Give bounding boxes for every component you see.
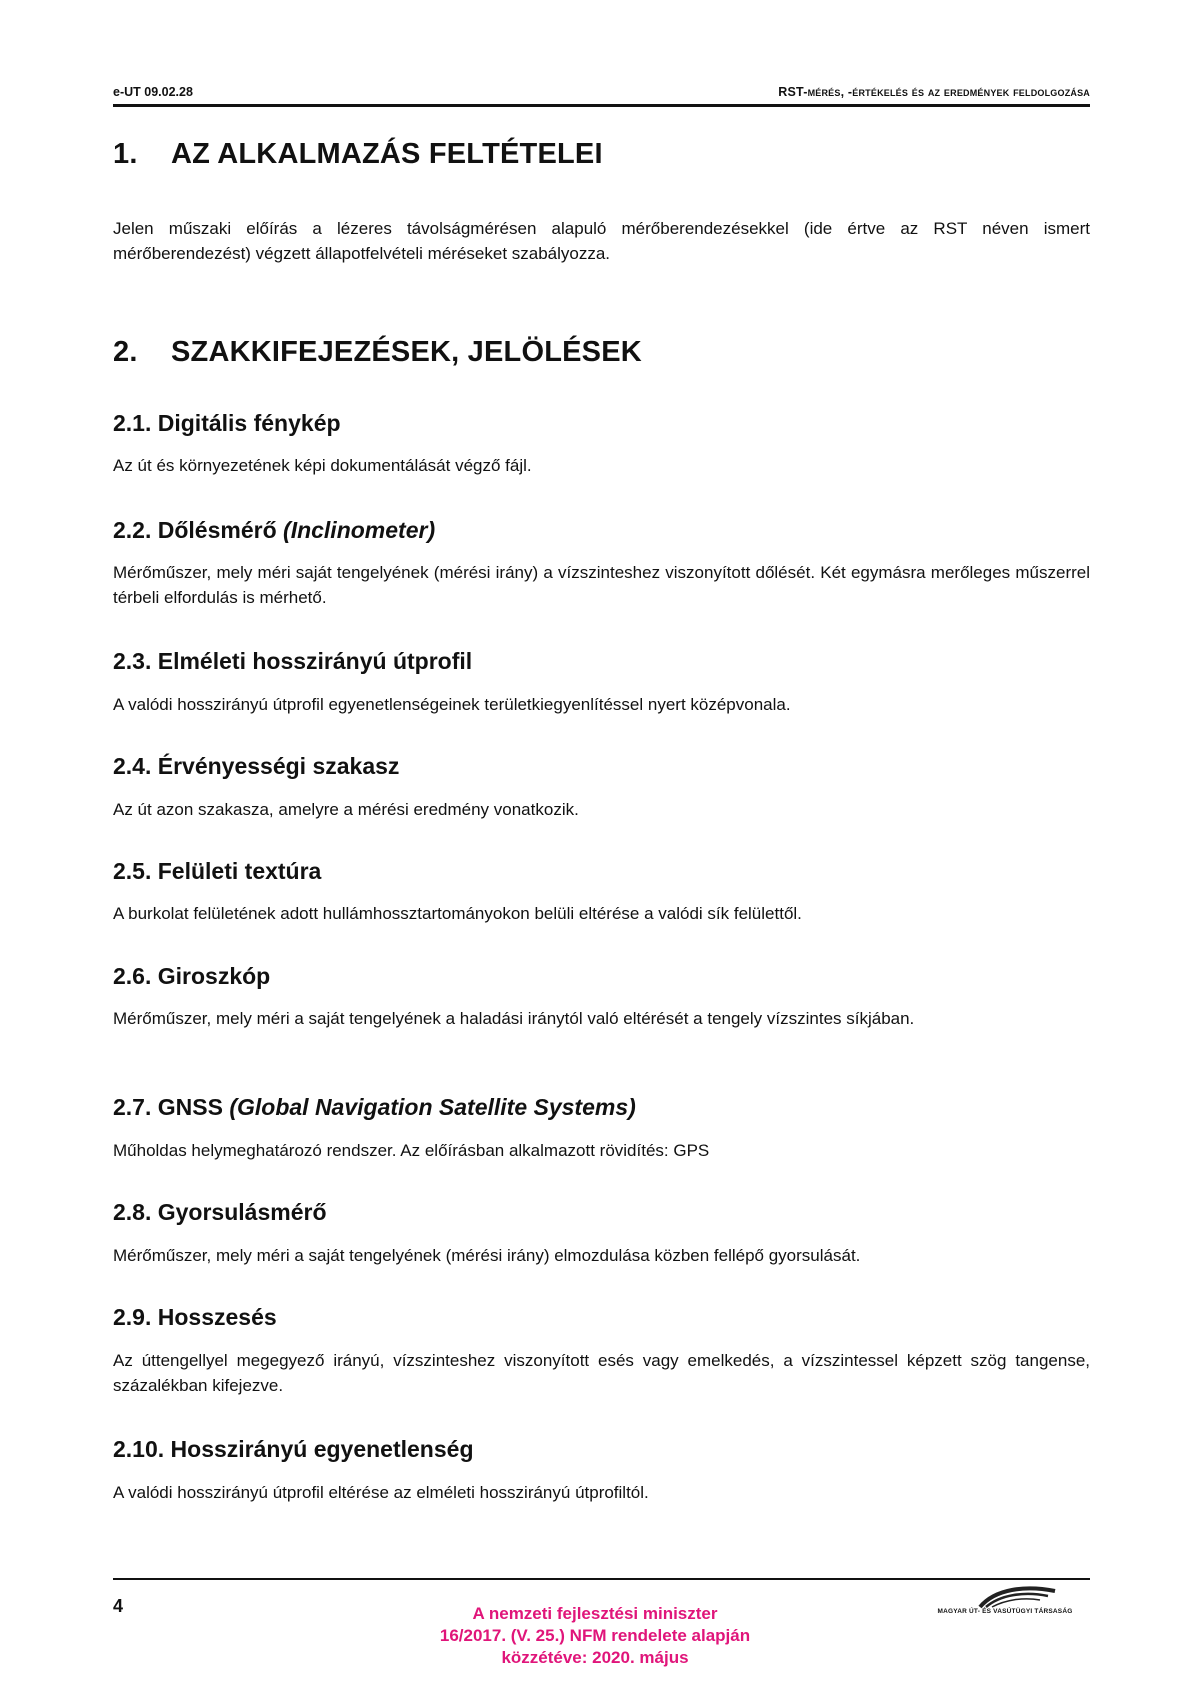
section-1-paragraph: Jelen műszaki előírás a lézeres távolságmérésen alapuló mérőberendezésekkel (ide értve az RST néven ismert mérőberendezést) végzett állapotfelvételi méréseket szabályozza.: [113, 219, 1090, 263]
term-definition: Mérőműszer, mely méri a saját tengelyének (mérési irány) elmozdulása közben fellépő gyorsulását.: [113, 1246, 861, 1265]
term-2-8: [113, 1199, 1090, 1226]
term-definition: Az úttengellyel megegyező irányú, vízszinteshez viszonyított esés vagy emelkedés, a vízszintessel képzett szög tangense, százalékban kifejezve.: [113, 1351, 1090, 1395]
term-heading: 2.3. Elméleti hosszirányú útprofil: [113, 648, 473, 674]
section-1-heading: [113, 138, 1090, 171]
term-2-3: [113, 648, 1090, 675]
road-arc-icon: [920, 1583, 1090, 1609]
section-1: [113, 138, 1090, 171]
term-2-10: [113, 1436, 1090, 1463]
section-2-heading: [113, 336, 1090, 369]
term-2-4: [113, 753, 1090, 780]
section-1-paragraph-block: [113, 216, 1090, 266]
term-heading: 2.6. Giroszkóp: [113, 963, 271, 989]
term-heading: 2.4. Érvényességi szakasz: [113, 753, 400, 779]
term-heading: 2.5. Felületi textúra: [113, 858, 322, 884]
term-2-1-body: [113, 453, 1090, 478]
term-heading: 2.9. Hosszesés: [113, 1304, 277, 1330]
term-2-4-body: [113, 797, 1090, 822]
section-2-title: SZAKKIFEJEZÉSEK, JELÖLÉSEK: [171, 336, 642, 368]
term-heading: [113, 1094, 1090, 1121]
footer-divider: [113, 1578, 1090, 1580]
term-definition: A valódi hosszirányú útprofil eltérése az elméleti hosszirányú útprofiltól.: [113, 1483, 649, 1502]
section-2-number: 2.: [113, 336, 138, 368]
term-definition: Mérőműszer, mely méri saját tengelyének (mérési irány) a vízszinteshez viszonyított dőlését. Két egymásra merőleges műszerrel térbeli elfordulás is mérhető.: [113, 563, 1090, 607]
term-2-3-body: [113, 692, 1090, 717]
term-2-8-body: [113, 1243, 1090, 1268]
publication-notice-line: A nemzeti fejlesztési miniszter: [472, 1604, 718, 1623]
logo-text: MAGYAR ÚT- ÉS VASÚTÜGYI TÁRSASÁG: [937, 1608, 1073, 1615]
publication-notice-line: 16/2017. (V. 25.) NFM rendelete alapján: [439, 1626, 751, 1645]
term-heading: 2.8. Gyorsulásmérő: [113, 1199, 327, 1225]
term-2-10-body: [113, 1480, 1090, 1505]
term-heading-main: 2.7. GNSS: [113, 1094, 230, 1120]
term-2-5: [113, 858, 1090, 885]
term-definition: Az út azon szakasza, amelyre a mérési eredmény vonatkozik.: [113, 800, 579, 819]
publication-notice: [360, 1603, 830, 1669]
term-2-7-body: [113, 1138, 1090, 1163]
term-2-9: [113, 1304, 1090, 1331]
document-code: e-UT 09.02.28: [113, 85, 193, 99]
document-title: RST-mérés, -értékelés és az eredmények feldolgozása: [778, 85, 1090, 99]
term-definition: Műholdas helymeghatározó rendszer. Az előírásban alkalmazott rövidítés: GPS: [113, 1141, 710, 1160]
section-2: [113, 336, 1090, 369]
term-2-6: [113, 963, 1090, 990]
section-1-title: AZ ALKALMAZÁS FELTÉTELEI: [171, 138, 603, 170]
page-header: [113, 85, 1090, 105]
term-heading: [113, 517, 1090, 544]
term-heading: 2.10. Hosszirányú egyenetlenség: [113, 1436, 474, 1462]
term-2-1: [113, 410, 1090, 437]
term-heading-italic: (Global Navigation Satellite Systems): [229, 1094, 636, 1120]
term-heading: 2.1. Digitális fénykép: [113, 410, 341, 436]
term-2-5-body: [113, 901, 1090, 926]
section-1-number: 1.: [113, 138, 138, 170]
header-divider: [113, 104, 1090, 107]
term-2-2: [113, 517, 1090, 544]
term-heading-italic: (Inclinometer): [283, 517, 436, 543]
society-logo: [920, 1583, 1090, 1623]
term-2-7: [113, 1094, 1090, 1121]
publication-notice-line: közzétéve: 2020. május: [501, 1648, 689, 1667]
term-heading-main: 2.2. Dőlésmérő: [113, 517, 284, 543]
term-definition: A burkolat felületének adott hullámhossztartományokon belüli eltérése a valódi sík felülettől.: [113, 904, 802, 923]
term-2-6-body: [113, 1006, 1090, 1031]
page-number: 4: [113, 1596, 124, 1616]
term-definition: Mérőműszer, mely méri a saját tengelyének a haladási iránytól való eltérését a tengely vízszintes síkjában.: [113, 1009, 915, 1028]
term-2-9-body: [113, 1348, 1090, 1398]
term-definition: Az út és környezetének képi dokumentálását végző fájl.: [113, 456, 532, 475]
term-2-2-body: [113, 560, 1090, 610]
term-definition: A valódi hosszirányú útprofil egyenetlenségeinek területkiegyenlítéssel nyert középvonala.: [113, 695, 791, 714]
